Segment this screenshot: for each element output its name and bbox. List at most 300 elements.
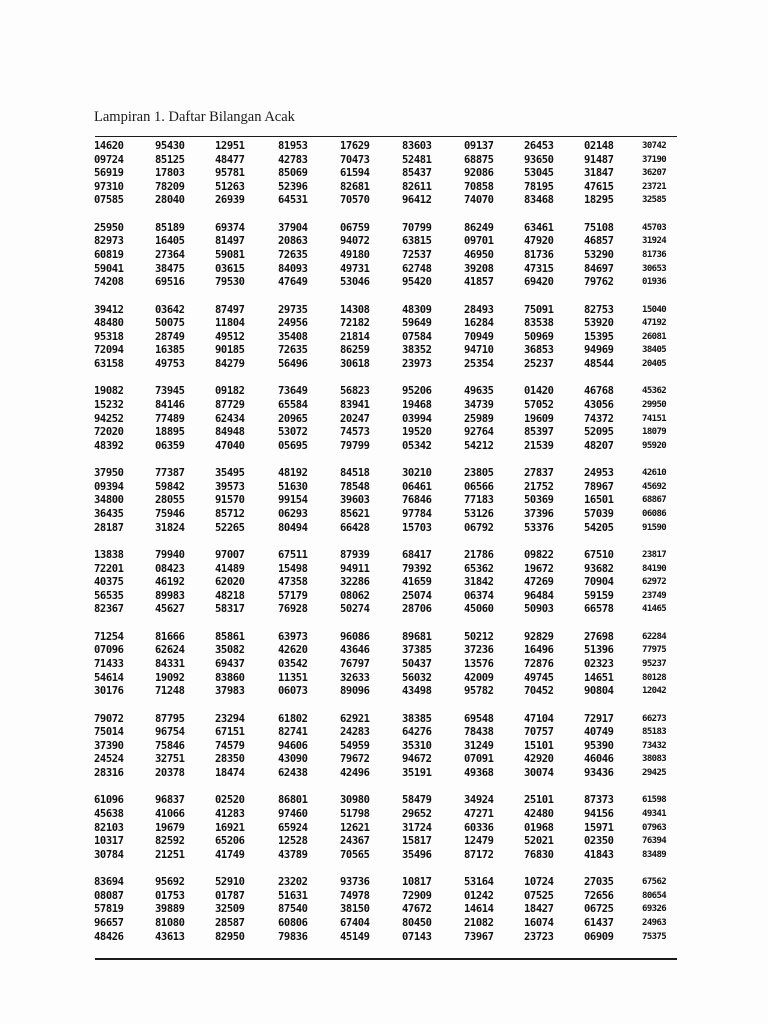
number-cell: 43056 (584, 398, 614, 411)
number-cell: 06086 (642, 508, 667, 519)
number-cell: 50075 (155, 317, 185, 330)
number-cell: 76846 (402, 494, 432, 507)
number-cell: 54212 (464, 439, 494, 452)
number-cell: 73649 (278, 385, 308, 398)
number-cell: 06073 (278, 685, 308, 698)
number-cell: 17803 (155, 167, 185, 180)
number-cell: 66578 (584, 603, 614, 616)
number-cell: 23721 (642, 181, 667, 192)
number-cell: 51631 (278, 889, 308, 902)
number-cell: 95237 (642, 658, 667, 669)
number-cell: 03542 (278, 657, 308, 670)
number-cell: 86259 (340, 344, 370, 357)
number-cell: 69374 (215, 221, 245, 234)
number-cell: 51396 (584, 644, 614, 657)
number-cell: 85183 (642, 727, 667, 738)
number-cell: 16284 (464, 317, 494, 330)
number-cell: 08062 (340, 589, 370, 602)
number-cell: 47192 (642, 318, 667, 329)
number-cell: 79072 (94, 712, 124, 725)
number-cell: 28040 (155, 194, 185, 207)
number-cell: 25101 (524, 794, 554, 807)
number-cell: 09137 (464, 140, 494, 152)
number-cell: 60806 (278, 916, 308, 929)
number-cell: 81666 (155, 630, 185, 643)
number-cell: 61437 (584, 916, 614, 929)
number-cell: 79762 (584, 276, 614, 289)
number-cell: 82103 (94, 821, 124, 834)
number-block (94, 140, 678, 210)
number-cell: 62020 (215, 576, 245, 589)
number-cell: 11351 (278, 671, 308, 684)
number-cell: 62972 (642, 577, 667, 588)
number-cell: 50903 (524, 603, 554, 616)
number-cell: 93650 (524, 153, 554, 166)
table-row (94, 644, 678, 657)
number-cell: 35408 (278, 330, 308, 343)
number-cell: 62921 (340, 712, 370, 725)
number-cell: 48544 (584, 357, 614, 370)
number-cell: 09394 (94, 480, 124, 493)
number-cell: 92829 (524, 630, 554, 643)
number-cell: 38352 (402, 344, 432, 357)
number-cell: 97460 (278, 807, 308, 820)
number-cell: 80494 (278, 521, 308, 534)
number-cell: 29425 (642, 767, 667, 778)
number-cell: 31824 (155, 521, 185, 534)
number-cell: 56535 (94, 589, 124, 602)
number-cell: 58479 (402, 794, 432, 807)
number-cell: 91487 (584, 153, 614, 166)
number-cell: 45060 (464, 603, 494, 616)
number-cell: 09182 (215, 385, 245, 398)
number-cell: 32751 (155, 753, 185, 766)
table-row (94, 740, 678, 753)
number-cell: 52265 (215, 521, 245, 534)
number-cell: 39208 (464, 262, 494, 275)
number-cell: 20863 (278, 235, 308, 248)
number-cell: 96657 (94, 916, 124, 929)
number-cell: 48192 (278, 467, 308, 480)
number-cell: 56823 (340, 385, 370, 398)
number-cell: 30784 (94, 848, 124, 861)
number-cell: 11804 (215, 317, 245, 330)
number-cell: 20405 (642, 358, 667, 369)
number-cell: 72635 (278, 248, 308, 261)
number-cell: 06293 (278, 507, 308, 520)
number-cell: 72917 (584, 712, 614, 725)
table-row (94, 890, 678, 903)
number-cell: 19520 (402, 426, 432, 439)
number-cell: 92086 (464, 167, 494, 180)
number-cell: 42009 (464, 671, 494, 684)
number-cell: 65924 (278, 821, 308, 834)
number-cell: 50212 (464, 630, 494, 643)
number-cell: 92764 (464, 426, 494, 439)
number-cell: 10724 (524, 876, 554, 889)
number-cell: 63973 (278, 630, 308, 643)
number-cell: 51798 (340, 807, 370, 820)
number-cell: 82592 (155, 835, 185, 848)
table-row (94, 563, 678, 576)
number-cell: 68867 (642, 495, 667, 506)
number-cell: 21814 (340, 330, 370, 343)
number-cell: 87795 (155, 712, 185, 725)
number-cell: 15971 (584, 821, 614, 834)
number-cell: 50369 (524, 494, 554, 507)
number-cell: 84331 (155, 657, 185, 670)
number-cell: 42480 (524, 807, 554, 820)
number-cell: 35191 (402, 766, 432, 779)
table-row (94, 263, 678, 276)
number-cell: 83694 (94, 876, 124, 889)
number-cell: 06566 (464, 480, 494, 493)
number-cell: 73945 (155, 385, 185, 398)
number-cell: 91570 (215, 494, 245, 507)
number-cell: 39889 (155, 903, 185, 916)
number-cell: 77183 (464, 494, 494, 507)
number-cell: 95206 (402, 385, 432, 398)
number-cell: 28316 (94, 766, 124, 779)
number-cell: 48426 (94, 930, 124, 943)
number-cell: 65584 (278, 398, 308, 411)
number-cell: 72182 (340, 317, 370, 330)
number-cell: 72020 (94, 426, 124, 439)
number-cell: 74579 (215, 739, 245, 752)
table-row (94, 426, 678, 439)
number-cell: 37236 (464, 644, 494, 657)
number-cell: 45627 (155, 603, 185, 616)
table-row (94, 794, 678, 807)
number-cell: 35082 (215, 644, 245, 657)
number-cell: 76928 (278, 603, 308, 616)
number-cell: 18079 (642, 427, 667, 438)
number-cell: 37950 (94, 467, 124, 480)
number-cell: 59081 (215, 248, 245, 261)
number-cell: 47649 (278, 276, 308, 289)
number-cell: 76830 (524, 848, 554, 861)
table-row (94, 317, 678, 330)
number-cell: 95430 (155, 140, 185, 152)
number-cell: 21082 (464, 916, 494, 929)
number-cell: 60819 (94, 248, 124, 261)
number-cell: 41066 (155, 807, 185, 820)
number-cell: 31847 (584, 167, 614, 180)
number-cell: 19082 (94, 385, 124, 398)
number-cell: 82741 (278, 726, 308, 739)
table-row (94, 194, 678, 207)
number-cell: 35495 (215, 467, 245, 480)
number-block (94, 467, 678, 537)
number-cell: 81736 (642, 249, 667, 260)
table-row (94, 304, 678, 317)
number-cell: 94252 (94, 412, 124, 425)
number-block (94, 549, 678, 619)
number-block (94, 794, 678, 864)
number-cell: 07143 (402, 930, 432, 943)
number-cell: 02323 (584, 657, 614, 670)
number-cell: 15498 (278, 562, 308, 575)
number-cell: 71254 (94, 630, 124, 643)
bottom-rule (95, 958, 677, 960)
number-cell: 45638 (94, 807, 124, 820)
table-row (94, 549, 678, 562)
number-cell: 97007 (215, 549, 245, 561)
number-cell: 06461 (402, 480, 432, 493)
number-cell: 76394 (642, 836, 667, 847)
number-cell: 75091 (524, 303, 554, 316)
number-cell: 06759 (340, 221, 370, 234)
number-cell: 14614 (464, 903, 494, 916)
number-cell: 84146 (155, 398, 185, 411)
number-cell: 79672 (340, 753, 370, 766)
table-row (94, 808, 678, 821)
table-row (94, 481, 678, 494)
number-cell: 86801 (278, 794, 308, 807)
number-cell: 85397 (524, 426, 554, 439)
number-cell: 71248 (155, 685, 185, 698)
number-cell: 53045 (524, 167, 554, 180)
number-cell: 83860 (215, 671, 245, 684)
number-cell: 25354 (464, 357, 494, 370)
number-cell: 78548 (340, 480, 370, 493)
number-cell: 96754 (155, 726, 185, 739)
number-cell: 56496 (278, 357, 308, 370)
number-cell: 84948 (215, 426, 245, 439)
number-cell: 95318 (94, 330, 124, 343)
number-cell: 82950 (215, 930, 245, 943)
table-row (94, 522, 678, 535)
number-cell: 28493 (464, 303, 494, 316)
table-row (94, 685, 678, 698)
number-cell: 95390 (584, 739, 614, 752)
number-cell: 72876 (524, 657, 554, 670)
number-cell: 93682 (584, 562, 614, 575)
number-cell: 21786 (464, 549, 494, 561)
number-cell: 62284 (642, 631, 667, 642)
number-cell: 96412 (402, 194, 432, 207)
number-cell: 94911 (340, 562, 370, 575)
number-cell: 83468 (524, 194, 554, 207)
number-cell: 06725 (584, 903, 614, 916)
number-cell: 01968 (524, 821, 554, 834)
number-cell: 47040 (215, 439, 245, 452)
number-cell: 35496 (402, 848, 432, 861)
number-cell: 25237 (524, 357, 554, 370)
number-cell: 82753 (584, 303, 614, 316)
number-cell: 47920 (524, 235, 554, 248)
number-cell: 48480 (94, 317, 124, 330)
table-row (94, 849, 678, 862)
number-cell: 31249 (464, 739, 494, 752)
number-cell: 47269 (524, 576, 554, 589)
number-block (94, 713, 678, 783)
number-cell: 77975 (642, 645, 667, 656)
number-cell: 45149 (340, 930, 370, 943)
number-cell: 39603 (340, 494, 370, 507)
number-cell: 53126 (464, 507, 494, 520)
number-cell: 19092 (155, 671, 185, 684)
number-cell: 01936 (642, 277, 667, 288)
number-cell: 31842 (464, 576, 494, 589)
number-cell: 15703 (402, 521, 432, 534)
number-cell: 38083 (642, 754, 667, 765)
number-cell: 14308 (340, 303, 370, 316)
number-cell: 02350 (584, 835, 614, 848)
number-cell: 38475 (155, 262, 185, 275)
number-cell: 09701 (464, 235, 494, 248)
number-cell: 85437 (402, 167, 432, 180)
number-cell: 41465 (642, 604, 667, 615)
number-cell: 89096 (340, 685, 370, 698)
table-row (94, 140, 678, 153)
number-cell: 53290 (584, 248, 614, 261)
number-cell: 94156 (584, 807, 614, 820)
number-cell: 24963 (642, 917, 667, 928)
number-cell: 09724 (94, 153, 124, 166)
number-cell: 09822 (524, 549, 554, 561)
table-row (94, 631, 678, 644)
number-cell: 89681 (402, 630, 432, 643)
number-cell: 47358 (278, 576, 308, 589)
number-cell: 72537 (402, 248, 432, 261)
number-cell: 38385 (402, 712, 432, 725)
number-block (94, 876, 678, 946)
number-cell: 64276 (402, 726, 432, 739)
number-cell: 10817 (402, 876, 432, 889)
number-cell: 83538 (524, 317, 554, 330)
number-cell: 79940 (155, 549, 185, 561)
number-cell: 87540 (278, 903, 308, 916)
table-row (94, 358, 678, 371)
table-row (94, 767, 678, 780)
number-cell: 59159 (584, 589, 614, 602)
number-cell: 75014 (94, 726, 124, 739)
number-cell: 74208 (94, 276, 124, 289)
table-row (94, 413, 678, 426)
number-cell: 48207 (584, 439, 614, 452)
number-cell: 20247 (340, 412, 370, 425)
number-cell: 41857 (464, 276, 494, 289)
number-cell: 48477 (215, 153, 245, 166)
number-cell: 42620 (278, 644, 308, 657)
number-cell: 14651 (584, 671, 614, 684)
table-row (94, 876, 678, 889)
number-cell: 39573 (215, 480, 245, 493)
number-cell: 61096 (94, 794, 124, 807)
number-cell: 15395 (584, 330, 614, 343)
number-cell: 15040 (642, 304, 667, 315)
number-cell: 52095 (584, 426, 614, 439)
number-cell: 66428 (340, 521, 370, 534)
number-cell: 46192 (155, 576, 185, 589)
number-cell: 63461 (524, 221, 554, 234)
number-cell: 42783 (278, 153, 308, 166)
number-cell: 16074 (524, 916, 554, 929)
number-cell: 41659 (402, 576, 432, 589)
number-cell: 54614 (94, 671, 124, 684)
table-row (94, 835, 678, 848)
number-cell: 83489 (642, 849, 667, 860)
number-cell: 37190 (642, 154, 667, 165)
number-cell: 29735 (278, 303, 308, 316)
number-cell: 74978 (340, 889, 370, 902)
number-cell: 07096 (94, 644, 124, 657)
number-cell: 30618 (340, 357, 370, 370)
number-cell: 12042 (642, 686, 667, 697)
number-cell: 43613 (155, 930, 185, 943)
number-cell: 18474 (215, 766, 245, 779)
number-cell: 06359 (155, 439, 185, 452)
number-cell: 67404 (340, 916, 370, 929)
number-cell: 13838 (94, 549, 124, 561)
number-cell: 37385 (402, 644, 432, 657)
number-cell: 41749 (215, 848, 245, 861)
number-cell: 84697 (584, 262, 614, 275)
number-cell: 73967 (464, 930, 494, 943)
number-cell: 49512 (215, 330, 245, 343)
number-cell: 27837 (524, 467, 554, 480)
number-cell: 03642 (155, 303, 185, 316)
number-cell: 78438 (464, 726, 494, 739)
number-cell: 48309 (402, 303, 432, 316)
number-cell: 32633 (340, 671, 370, 684)
number-cell: 75375 (642, 931, 667, 942)
number-cell: 59649 (402, 317, 432, 330)
number-cell: 53376 (524, 521, 554, 534)
number-cell: 47271 (464, 807, 494, 820)
number-cell: 20965 (278, 412, 308, 425)
number-cell: 63158 (94, 357, 124, 370)
number-block (94, 385, 678, 455)
number-cell: 93436 (584, 766, 614, 779)
number-cell: 40749 (584, 726, 614, 739)
table-row (94, 181, 678, 194)
number-cell: 21752 (524, 480, 554, 493)
number-cell: 84518 (340, 467, 370, 480)
number-cell: 08423 (155, 562, 185, 575)
number-cell: 85189 (155, 221, 185, 234)
number-cell: 51630 (278, 480, 308, 493)
number-cell: 94072 (340, 235, 370, 248)
table-row (94, 658, 678, 671)
number-cell: 35310 (402, 739, 432, 752)
table-row (94, 603, 678, 616)
number-cell: 23805 (464, 467, 494, 480)
number-cell: 24524 (94, 753, 124, 766)
number-cell: 39412 (94, 303, 124, 316)
number-cell: 96837 (155, 794, 185, 807)
number-cell: 70858 (464, 180, 494, 193)
number-cell: 24956 (278, 317, 308, 330)
number-cell: 94606 (278, 739, 308, 752)
number-cell: 26939 (215, 194, 245, 207)
number-cell: 34800 (94, 494, 124, 507)
number-cell: 36853 (524, 344, 554, 357)
number-cell: 87172 (464, 848, 494, 861)
number-cell: 03615 (215, 262, 245, 275)
number-cell: 50274 (340, 603, 370, 616)
number-cell: 25989 (464, 412, 494, 425)
number-cell: 75946 (155, 507, 185, 520)
number-cell: 70570 (340, 194, 370, 207)
table-row (94, 590, 678, 603)
top-rule (95, 136, 677, 137)
number-cell: 06792 (464, 521, 494, 534)
number-cell: 41843 (584, 848, 614, 861)
number-cell: 40375 (94, 576, 124, 589)
number-cell: 01787 (215, 889, 245, 902)
